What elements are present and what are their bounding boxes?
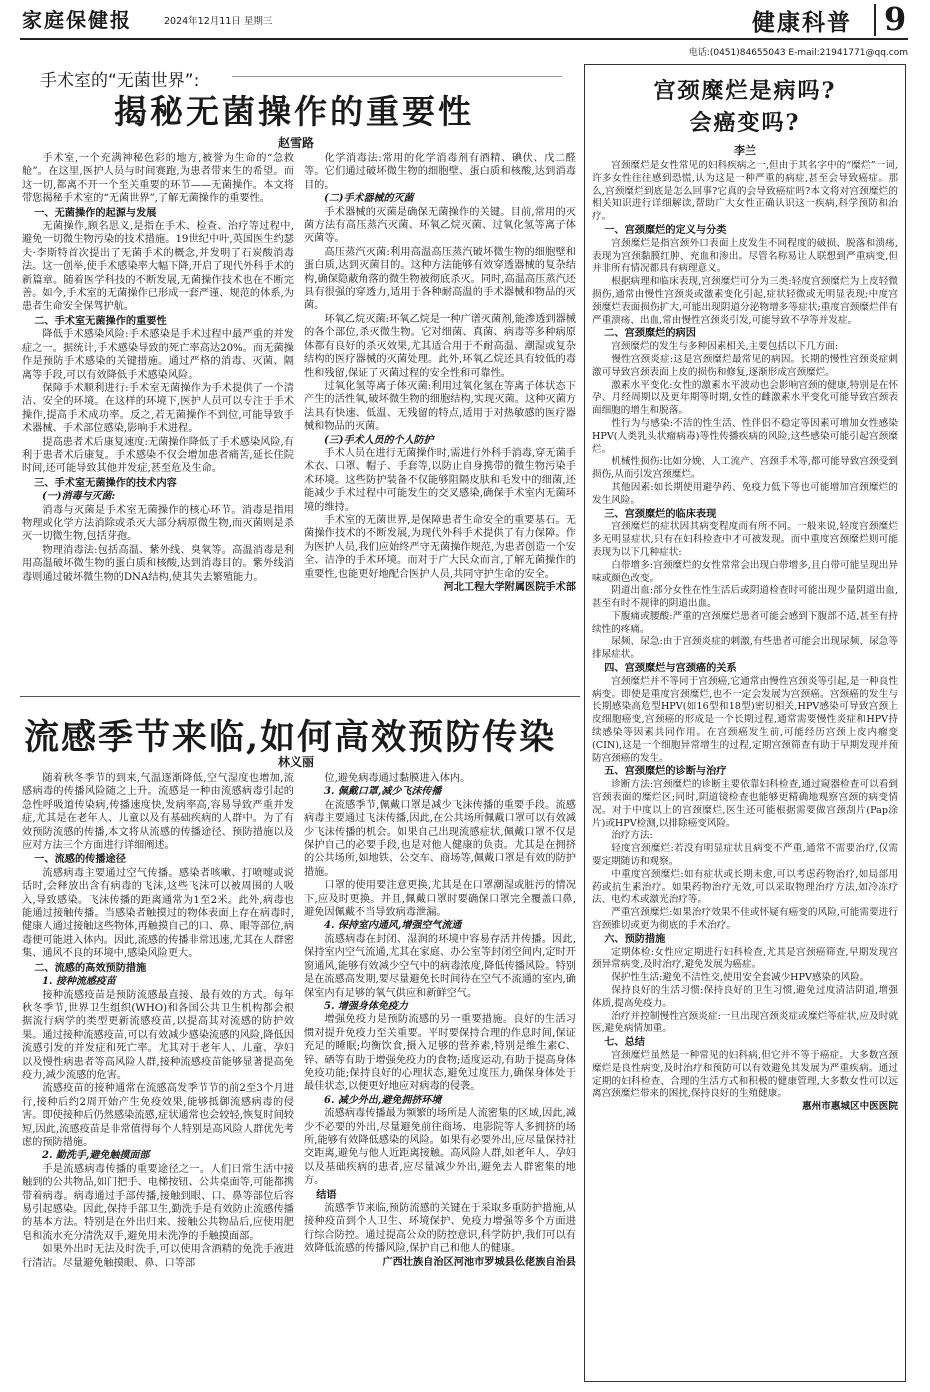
sub-heading: 2. 勤洗手,避免触摸面部 [42, 1150, 150, 1162]
paragraph: 性行为与感染:不洁的性生活、性伴侣不稳定等因素可增加女性感染HPV(人类乳头状瘤病毒)等性传播疾病的风险,这些感染可能引起宫颈糜烂。 [592, 417, 898, 455]
paragraph: 位,避免病毒通过黏膜进入体内。 [324, 773, 471, 784]
section-heading: 六、预防措施 [604, 933, 666, 945]
sub-heading: 6. 减少外出,避免拥挤环境 [324, 1094, 442, 1106]
section-heading: 一、流感的传播途径 [34, 854, 126, 866]
paragraph: 流感病毒在封闭、湿润的环境中容易存活并传播。因此,保持室内空气流通,尤其在家庭、办公室等封闭空间内,定时开窗通风,能够有效减少空气中的病毒浓度,降低传播风险。特别是在流感高发期,要尽量避免长时间待在空气不流通的室内,确保室内有足够的氧气供应和新鲜空气。 [304, 933, 576, 999]
sub-heading: 4. 保持室内通风,增强空气流通 [324, 920, 462, 932]
paragraph: 轻度宫颈糜烂:若没有明显症状且病变不严重,通常不需要治疗,仅需要定期随访和观察。 [592, 843, 898, 868]
article1-column-2 [304, 152, 576, 690]
paragraph: 提高患者术后康复速度:无菌操作降低了手术感染风险,有利于患者术后康复。手术感染不仅会增加患者痛苦,延长住院时间,还可能导致其他并发症,甚至危及生命。 [22, 436, 294, 475]
paragraph: 过氧化氢等离子体灭菌:利用过氧化氢在等离子体状态下产生的活性氧,破坏微生物的细胞结构,实现灭菌。这种灭菌方法具有快速、低温、无残留的特点,适用于对热敏感的医疗器械和物品的灭菌。 [304, 380, 576, 433]
section-heading: 二、宫颈糜烂的病因 [604, 328, 696, 340]
paragraph: 宫颈糜烂的发生与多种因素相关,主要包括以下几方面: [611, 341, 839, 353]
article2-title: 流感季节来临,如何高效预防传染 [24, 717, 557, 758]
section-heading: 三、宫颈糜烂的临床表现 [604, 508, 717, 520]
paragraph: 流感季节来临,预防流感的关键在于采取多重防护措施,从接种疫苗到个人卫生、环境保护、免疫力增强等多个方面进行综合防控。通过提高公众的防控意识,科学防护,我们可以有效降低流感的传播风险,保护自己和他人的健康。 [304, 1203, 576, 1255]
sub-heading: 5. 增强身体免疫力 [324, 1000, 408, 1012]
section-heading: 结语 [316, 1189, 337, 1201]
paragraph: 流感疫苗的接种通常在流感高发季节节的前2至3个月进行,接种后约2周开始产生免疫效果,能够抵御流感病毒的侵害。即使接种后仍然感染流感,症状通常也会较轻,恢复时间较短,因此,流感疫苗是非常值得每个人特别是高风险人群优先考虑的预防措施。 [22, 1083, 294, 1148]
article1-column-1 [22, 152, 294, 690]
paragraph: 白带增多:宫颈糜烂的女性常常会出现白带增多,且白带可能呈现出异味或颜色改变。 [592, 559, 898, 584]
paragraph: 随着秋冬季节的到来,气温逐渐降低,空气湿度也增加,流感病毒的传播风险随之上升。流感是一种由流感病毒引起的急性呼吸道传染病,传播速度快,发病率高,容易导致严重并发症,尤其是在老年人、儿童以及有基础疾病的人群中。为了有效预防流感的传播,本文将从流感的传播途径、预防措施以及应对方法三个方面进行详细阐述。 [22, 773, 294, 852]
paragraph: 降低手术感染风险:手术感染是手术过程中最严重的并发症之一。据统计,手术感染导致的死亡率高达20%。而无菌操作是预防手术感染的关键措施。通过严格的消毒、灭菌、隔离等手段,可以有效降低手术感染风险。 [22, 329, 294, 381]
masthead-divider [874, 4, 876, 36]
article1-author: 赵雪路 [278, 136, 315, 150]
paragraph: 中重度宫颈糜烂:如有症状或长期未愈,可以考虑药物治疗,如局部用药或抗生素治疗。如果药物治疗无效,可以采取物理治疗方法,如冷冻疗法、电灼术或激光治疗等。 [592, 868, 898, 906]
sub-heading: 1. 接种流感疫苗 [42, 976, 116, 988]
author-affiliation: 河北工程大学附属医院手术部 [443, 582, 576, 593]
paragraph: 宫颈糜烂是指宫颈外口表面上皮发生不同程度的破损、脱落和溃疡,表现为宫颈黏膜红肿、充血和渗出。尽管名称易让人联想到严重病变,但并非所有情况都具有病理意义。 [592, 237, 898, 275]
issue-date: 2024年12月11日 星期三 [164, 16, 273, 27]
article3-title-line2: 会癌变吗? [689, 110, 801, 136]
paragraph: 诊断方法:宫颈糜烂的诊断主要依靠妇科检查,通过窥器检查可以看到宫颈表面的糜烂区;同时,阴道镜检查也能够更精确地观察宫颈的病变情况。对于中度以上的宫颈糜烂,医生还可能根据需要做宫颈刮片(Pap涂片)或HPV检测,以排除癌变风险。 [592, 779, 898, 829]
section-heading: 三、手术室无菌操作的技术内容 [34, 477, 177, 489]
paragraph: 如果外出时无法及时洗手,可以使用含酒精的免洗手液进行清洁。尽量避免触摸眼、鼻、口等部 [22, 1244, 294, 1269]
section-heading: 一、无菌操作的起源与发展 [34, 207, 157, 219]
section-heading: 二、流感的高效预防措施 [34, 962, 147, 974]
paragraph: 手是流感病毒传播的重要途径之一。人们日常生活中接触到的公共物品,如门把手、电梯按钮、公共桌面等,可能都携带着病毒。病毒通过手部传播,接触到眼、口、鼻等部位后容易引起感染。因此,保持手部卫生,勤洗手是有效防止流感传播的基本方法。特别是在外出归来、接触公共物品后,应使用肥皂和流水充分清洗双手,避免用未洗净的手触摸面部。 [22, 1163, 294, 1242]
article3-title-line1: 宫颈糜烂是病吗? [653, 78, 837, 104]
paragraph: 下腹痛或腰酸:严重的宫颈糜烂患者可能会感到下腹部不适,甚至有持续性的疼痛。 [592, 610, 898, 635]
paragraph: 环氧乙烷灭菌:环氧乙烷是一种广谱灭菌剂,能渗透到器械的各个部位,杀灭微生物。它对细菌、真菌、病毒等多种病原体都有良好的杀灭效果,尤其适合用于不耐高温、潮湿或复杂结构的医疗器械的灭菌处理。此外,环氧乙烷还具有较低的毒性和残留,保证了灭菌过程的安全性和可靠性。 [304, 313, 576, 379]
paragraph: 宫颈糜烂并不等同于宫颈癌,它通常由慢性宫颈炎等引起,是一种良性病变。即使是重度宫颈糜烂,也不一定会发展为宫颈癌。宫颈癌的发生与长期感染高危型HPV(如16型和18型)密切相关,HPV感染可导致宫颈上皮细胞癌变,宫颈癌的形成是一个长期过程,通常需要慢性炎症和HPV持续感染等因素共同作用。在宫颈癌发生前,可能经历宫颈上皮内瘤变(CIN),这是一个细胞异常增生的过程,定期宫颈筛查有助于早期发现并预防宫颈癌的发生。 [592, 675, 898, 764]
section-heading: 一、宫颈糜烂的定义与分类 [604, 224, 727, 236]
author-affiliation: 广西壮族自治区河池市罗城县仫佬族自治县 [382, 1256, 576, 1268]
paragraph: 手术室,一个充满神秘色彩的地方,被誉为生命的“急救舱”。在这里,医护人员与时间赛跑,为患者带来生的希望。而这一切,都离不开一个至关重要的环节——无菌操作。本文将带您揭秘手术室的“无菌世界”,了解无菌操作的重要性。 [22, 153, 294, 205]
article2-column-1 [22, 772, 294, 1384]
author-affiliation: 惠州市惠城区中医医院 [802, 1101, 898, 1113]
paragraph: 接种流感疫苗是预防流感最直接、最有效的方式。每年秋冬季节,世界卫生组织(WHO)和各国公共卫生机构都会根据流行病学的类型更新流感疫苗,以提高其对流感的防护效果。通过接种流感疫苗,可以有效减少感染流感的风险,降低因流感引发的并发症和死亡率。尤其对于老年人、儿童、孕妇以及慢性病患者等高风险人群,接种流感疫苗能够显著提高免疫力,减少流感的危害。 [22, 989, 294, 1081]
sub-heading: 3. 佩戴口罩,减少飞沫传播 [324, 786, 442, 798]
article2-column-2 [304, 772, 576, 1384]
section-heading: 七、总结 [604, 1037, 645, 1049]
paragraph: 严重宫颈糜烂:如果治疗效果不佳或怀疑有癌变的风险,可能需要进行宫颈锥切或更为彻底的手术治疗。 [592, 907, 898, 932]
section-heading: 四、宫颈糜烂与宫颈癌的关系 [604, 663, 737, 675]
paragraph: 慢性宫颈炎症:这是宫颈糜烂最常见的病因。长期的慢性宫颈炎症刺激可导致宫颈表面上皮的损伤和修复,逐渐形成宫颈糜烂。 [592, 353, 898, 378]
paragraph: 无菌操作,顾名思义,是指在手术、检查、治疗等过程中,避免一切微生物污染的技术措施。19世纪中叶,英国医生约瑟夫·李斯特首次提出了无菌手术的概念,并发明了石炭酸消毒法。这一创举,使手术感染率大幅下降,开启了现代外科手术的新篇章。随着医学科技的不断发展,无菌操作技术也在不断完善。如今,手术室的无菌操作已形成一套严谨、规范的体系,为患者生命安全保驾护航。 [22, 221, 294, 313]
article-separator [20, 696, 580, 697]
section-title: 健康科普 [752, 9, 852, 36]
sub-heading: (一)消毒与灭菌: [42, 491, 116, 503]
paragraph: 保持良好的生活习惯:保持良好的卫生习惯,避免过度清洁阴道,增强体质,提高免疫力。 [592, 985, 898, 1009]
paragraph: 阴道出血:部分女性在性生活后或阴道检查时可能出现少量阴道出血,甚至有时不规律的阴道出血。 [592, 585, 898, 610]
paragraph: 化学消毒法:常用的化学消毒剂有酒精、碘伏、戊二醛等。它们通过破坏微生物的细胞壁、蛋白质和核酸,达到消毒目的。 [304, 153, 576, 191]
kicker-rule [232, 76, 562, 77]
paragraph: 流感病毒传播最为频繁的场所是人流密集的区域,因此,减少不必要的外出,尽量避免前往商场、电影院等人多拥挤的场所,能够有效降低感染的风险。如果有必要外出,应尽量保持社交距离,避免与他人近距离接触。高风险人群,如老年人、孕妇以及基础疾病的患者,应尽量减少外出,避免去人群密集的地方。 [304, 1108, 576, 1187]
paragraph: 宫颈糜烂的症状因其病变程度而有所不同。一般来说,轻度宫颈糜烂多无明显症状,只有在妇科检查中才可被发现。而中重度宫颈糜烂则可能表现为以下几种症状: [592, 521, 898, 558]
paragraph: 手术人员在进行无菌操作时,需进行外科手消毒,穿无菌手术衣、口罩、帽子、手套等,以防止自身携带的微生物污染手术环境。这些防护装备不仅能够阻隔皮肤和毛发中的细菌,还能减少手术过程中可能发生的交叉感染,确保手术室内无菌环境的维持。 [304, 447, 576, 513]
paragraph: 流感病毒主要通过空气传播。感染者咳嗽、打喷嚏或说话时,会释放出含有病毒的飞沫,这些飞沫可以被周围的人吸入,导致感染。飞沫传播的距离通常为1至2米。此外,病毒也能通过接触传播。当感染者触摸过的物体表面上存在病毒时,健康人通过接触这些物体,再触摸自己的口、鼻、眼等部位,病毒便可能进入体内。因此,流感的传播非常迅速,尤其在人群密集、通风不良的环境中,感染风险更大。 [22, 867, 294, 960]
paragraph: 根据病理和临床表现,宫颈糜烂可分为三类:轻度宫颈糜烂为上皮轻微损伤,通常由慢性宫颈炎或激素变化引起,症状轻微或无明显表现;中度宫颈糜烂表面损伤扩大,可能出现阴道分泌物增多等症状;重度宫颈糜烂伴有严重溃疡、出血,常由慢性宫颈炎引发,可能导致不孕等并发症。 [592, 276, 898, 326]
paragraph: 其他因素:如长期使用避孕药、免疫力低下等也可能增加宫颈糜烂的发生风险。 [592, 481, 898, 506]
paragraph: 机械性损伤:比如分娩、人工流产、宫颈手术等,都可能导致宫颈受到损伤,从而引发宫颈糜烂。 [592, 456, 898, 481]
section-heading: 二、手术室无菌操作的重要性 [34, 315, 167, 327]
paragraph: 激素水平变化:女性的激素水平波动也会影响宫颈的健康,特别是在怀孕、月经周期以及更年期等时期,女性的雌激素水平变化可能导致宫颈表面细胞的增生和脱落。 [592, 379, 898, 417]
article3-author: 李兰 [734, 144, 756, 157]
page-number: 9 [884, 0, 907, 38]
paragraph: 高压蒸汽灭菌:利用高温高压蒸汽破坏微生物的细胞壁和蛋白质,达到灭菌目的。这种方法能够有效穿透器械的复杂结构,确保隐蔽角落的微生物被彻底杀灭。同时,高温高压蒸汽还具有很强的穿透力,适用于各种耐高温的手术器械和物品的灭菌。 [304, 246, 576, 312]
sub-heading: (二)手术器械的灭菌 [324, 193, 414, 205]
paragraph: 消毒与灭菌是手术室无菌操作的核心环节。消毒是指用物理或化学方法消除或杀灭大部分病原微生物,而灭菌则是杀灭一切微生物,包括芽孢。 [22, 504, 294, 543]
paragraph: 保障手术顺利进行:手术室无菌操作为手术提供了一个清洁、安全的环境。在这样的环境下,医护人员可以专注于手术操作,提高手术成功率。反之,若无菌操作不到位,可能导致手术器械、手术部位感染,影响手术进程。 [22, 382, 294, 435]
paragraph: 宫颈糜烂是女性常见的妇科疾病之一,但由于其名字中的“糜烂”一词,许多女性往往感到恐慌,认为这是一种严重的病症,甚至会导致癌症。那么,宫颈糜烂到底是怎么回事?它真的会导致癌症吗?本文将对宫颈糜烂的相关知识进行详细解读,帮助广大女性正确认识这一疾病,科学预防和治疗。 [592, 160, 898, 223]
paragraph: 手术室的无菌世界,是保障患者生命安全的重要基石。无菌操作技术的不断发展,为现代外科手术提供了有力保障。作为医护人员,我们应始终严守无菌操作规范,为患者创造一个安全、洁净的手术环境。而对于广大民众而言,了解无菌操作的重要性,也能更好地配合医护人员,共同守护生命的安全。 [304, 514, 576, 580]
paper-name: 家庭保健报 [22, 8, 132, 32]
article1-kicker: 手术室的“无菌世界”: [40, 71, 200, 91]
paragraph: 治疗方法: [611, 830, 653, 842]
article2-author: 林义丽 [278, 755, 315, 769]
paragraph: 尿频、尿急:由于宫颈炎症的刺激,有些患者可能会出现尿频、尿急等排尿症状。 [592, 636, 898, 661]
paragraph: 保护性生活:避免不洁性交,使用安全套减少HPV感染的风险。 [611, 972, 870, 984]
section-heading: 五、宫颈糜烂的诊断与治疗 [604, 766, 727, 778]
paragraph: 在流感季节,佩戴口罩是减少飞沫传播的重要手段。流感病毒主要通过飞沫传播,因此,在公共场所佩戴口罩可以有效减少飞沫传播的机会。如果自己出现流感症状,佩戴口罩不仅是保护自己的必要手段,也是对他人健康的负责。尤其是在拥挤的公共场所,如地铁、公交车、商场等,佩戴口罩是有效的防护措施。 [304, 799, 576, 878]
contact-info: 电话:(0451)84655043 E-mail:21941771@qq.com [688, 48, 908, 58]
sub-heading: (三)手术人员的个人防护 [324, 434, 434, 446]
article3-body [592, 160, 898, 1376]
paragraph: 手术器械的灭菌是确保无菌操作的关键。目前,常用的灭菌方法有高压蒸汽灭菌、环氧乙烷灭菌、过氧化氢等离子体灭菌等。 [304, 206, 576, 245]
article1-title: 揭秘无菌操作的重要性 [114, 92, 474, 131]
paragraph: 治疗并控制慢性宫颈炎症:一旦出现宫颈炎症或糜烂等症状,应及时就医,避免病情加重。 [592, 1010, 898, 1035]
paragraph: 定期体检:女性应定期进行妇科检查,尤其是宫颈癌筛查,早期发现宫颈异常病变,及时治疗,避免发展为癌症。 [592, 946, 898, 971]
paragraph: 增强免疫力是预防流感的另一重要措施。良好的生活习惯对提升免疫力至关重要。平时要保持合理的作息时间,保证充足的睡眠;均衡饮食,摄入足够的营养素,特别是维生素C、锌、硒等有助于增强免疫力的食物;适度运动,有助于提高身体免疫功能;保持良好的心理状态,避免过度压力,确保身体处于最佳状态,以便更好地应对病毒的侵袭。 [304, 1014, 576, 1093]
masthead-rule [20, 38, 908, 40]
paragraph: 口罩的使用要注意更换,尤其是在口罩潮湿或脏污的情况下,应及时更换。并且,佩戴口罩时要确保口罩完全覆盖口鼻,避免因佩戴不当导致病毒泄漏。 [304, 880, 576, 919]
paragraph: 宫颈糜烂虽然是一种常见的妇科病,但它并不等于癌症。大多数宫颈糜烂是良性病变,及时治疗和预防可以有效避免其发展为严重疾病。通过定期的妇科检查、合理的生活方式和积极的健康管理,大多数女性可以远离宫颈糜烂带来的困扰,保持良好的生殖健康。 [592, 1049, 898, 1100]
paragraph: 物理消毒法:包括高温、紫外线、臭氧等。高温消毒是利用高温破坏微生物的蛋白质和核酸,达到消毒目的。紫外线消毒则通过破坏微生物的DNA结构,使其失去繁殖能力。 [22, 544, 294, 583]
